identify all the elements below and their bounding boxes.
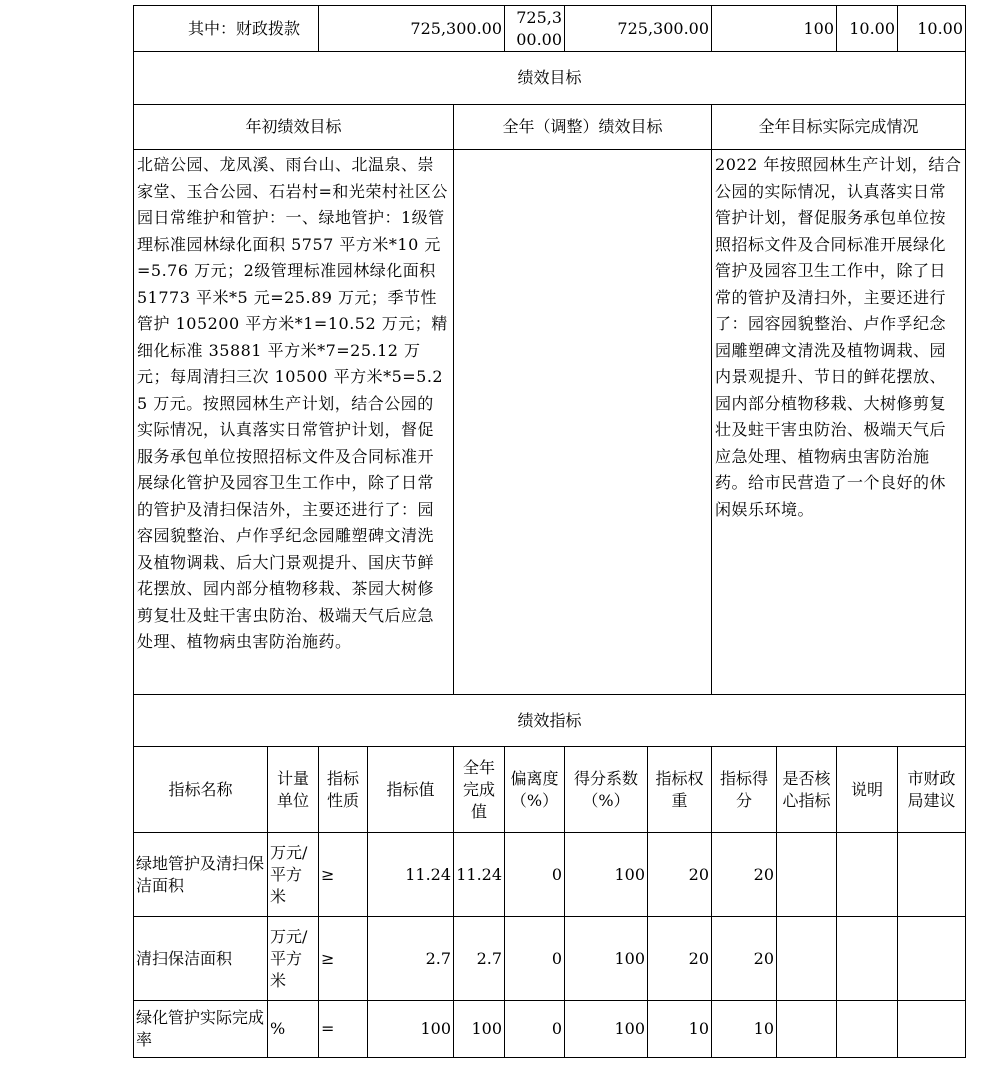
goals-text-row (134, 150, 966, 695)
indicator-name: 绿化管护实际完成率 (134, 1001, 268, 1058)
indicator-target: 100 (368, 1001, 454, 1058)
goals-title-row (134, 52, 966, 105)
funding-value-2: 725,300.00 (505, 6, 565, 52)
indicator-suggestion (898, 917, 966, 1001)
indicator-weight: 20 (648, 833, 712, 917)
indicator-unit: 万元/平方米 (268, 833, 319, 917)
header-core-indicator: 是否核心指标 (777, 747, 837, 833)
indicator-core (777, 917, 837, 1001)
indicator-deviation: 0 (505, 1001, 565, 1058)
indicator-target: 11.24 (368, 833, 454, 917)
indicator-suggestion (898, 833, 966, 917)
indicator-score: 10 (712, 1001, 777, 1058)
funding-value-1: 725,300.00 (319, 6, 505, 52)
indicators-title-row (134, 695, 966, 747)
header-score: 指标得分 (712, 747, 777, 833)
indicator-coefficient: 100 (565, 833, 648, 917)
table-row (134, 917, 966, 1001)
indicator-name: 清扫保洁面积 (134, 917, 268, 1001)
indicators-section-title: 绩效指标 (134, 695, 966, 747)
indicator-nature: ≥ (319, 917, 368, 1001)
indicator-nature: = (319, 1001, 368, 1058)
header-score-coefficient: 得分系数（%） (565, 747, 648, 833)
header-weight: 指标权重 (648, 747, 712, 833)
indicator-score: 20 (712, 833, 777, 917)
indicator-coefficient: 100 (565, 1001, 648, 1058)
funding-value-6: 10.00 (898, 6, 966, 52)
funding-value-3: 725,300.00 (565, 6, 712, 52)
funding-row (134, 6, 966, 52)
adjusted-goal-text (454, 150, 712, 695)
indicators-header-row (134, 747, 966, 833)
performance-table (133, 5, 966, 1058)
indicator-annual: 100 (454, 1001, 505, 1058)
indicator-core (777, 1001, 837, 1058)
header-unit: 计量单位 (268, 747, 319, 833)
indicator-unit: % (268, 1001, 319, 1058)
col-adjusted-goal: 全年（调整）绩效目标 (454, 105, 712, 150)
indicator-explanation (837, 1001, 898, 1058)
indicator-core (777, 833, 837, 917)
header-finance-suggestion: 市财政局建议 (898, 747, 966, 833)
indicator-deviation: 0 (505, 917, 565, 1001)
actual-completion-text: 2022 年按照园林生产计划，结合公园的实际情况，认真落实日常管护计划，督促服务承包单位按照招标文件及合同标准开展绿化管护及园容卫生工作中，除了日常的管护及清扫外，主要还进行了：园容园貌整治、卢作孚纪念园雕塑碑文清洗及植物调栽、园内景观提升、节日的鲜花摆放、园内部分植物移栽、大树修剪复壮及蛀干害虫防治、极端天气后应急处理、植物病虫害防治施药。给市民营造了一个良好的休闲娱乐环境。 (712, 150, 966, 695)
goals-header-row (134, 105, 966, 150)
indicator-explanation (837, 917, 898, 1001)
col-actual-completion: 全年目标实际完成情况 (712, 105, 966, 150)
header-target-value: 指标值 (368, 747, 454, 833)
header-annual-value: 全年完成值 (454, 747, 505, 833)
table-row (134, 1001, 966, 1058)
col-initial-goal: 年初绩效目标 (134, 105, 454, 150)
indicator-weight: 10 (648, 1001, 712, 1058)
indicator-explanation (837, 833, 898, 917)
indicator-weight: 20 (648, 917, 712, 1001)
indicator-annual: 2.7 (454, 917, 505, 1001)
header-deviation: 偏离度（%） (505, 747, 565, 833)
funding-label: 其中：财政拨款 (134, 6, 319, 52)
indicator-unit: 万元/平方米 (268, 917, 319, 1001)
indicator-name: 绿地管护及清扫保洁面积 (134, 833, 268, 917)
initial-goal-text: 北碚公园、龙凤溪、雨台山、北温泉、崇家堂、玉合公园、石岩村=和光荣村社区公园日常维护和管护：一、绿地管护：1级管理标准园林绿化面积 5757 平方米*10 元=5.76 万元；2级管理标准园林绿化面积 51773 平米*5 元=25.89 万元；季节性管护 105200 平方米*1=10.52 万元；精细化标准 35881 平方米*7=25.12 万元；每周清扫三次 10500 平方米*5=5.25 万元。按照园林生产计划，结合公园的实际情况，认真落实日常管护计划，督促服务承包单位按照招标文件及合同标准开展绿化管护及园容卫生工作中，除了日常的管护及清扫保洁外，主要还进行了：园容园貌整治、卢作孚纪念园雕塑碑文清洗及植物调栽、后大门景观提升、国庆节鲜花摆放、园内部分植物移栽、茶园大树修剪复壮及蛀干害虫防治、极端天气后应急处理、植物病虫害防治施药。 (134, 150, 454, 695)
table-row (134, 833, 966, 917)
indicator-coefficient: 100 (565, 917, 648, 1001)
indicator-deviation: 0 (505, 833, 565, 917)
indicator-annual: 11.24 (454, 833, 505, 917)
header-indicator-name: 指标名称 (134, 747, 268, 833)
goals-section-title: 绩效目标 (134, 52, 966, 105)
indicator-nature: ≥ (319, 833, 368, 917)
funding-value-5: 10.00 (837, 6, 898, 52)
indicator-target: 2.7 (368, 917, 454, 1001)
header-explanation: 说明 (837, 747, 898, 833)
header-nature: 指标性质 (319, 747, 368, 833)
funding-value-4: 100 (712, 6, 837, 52)
indicator-score: 20 (712, 917, 777, 1001)
indicator-suggestion (898, 1001, 966, 1058)
